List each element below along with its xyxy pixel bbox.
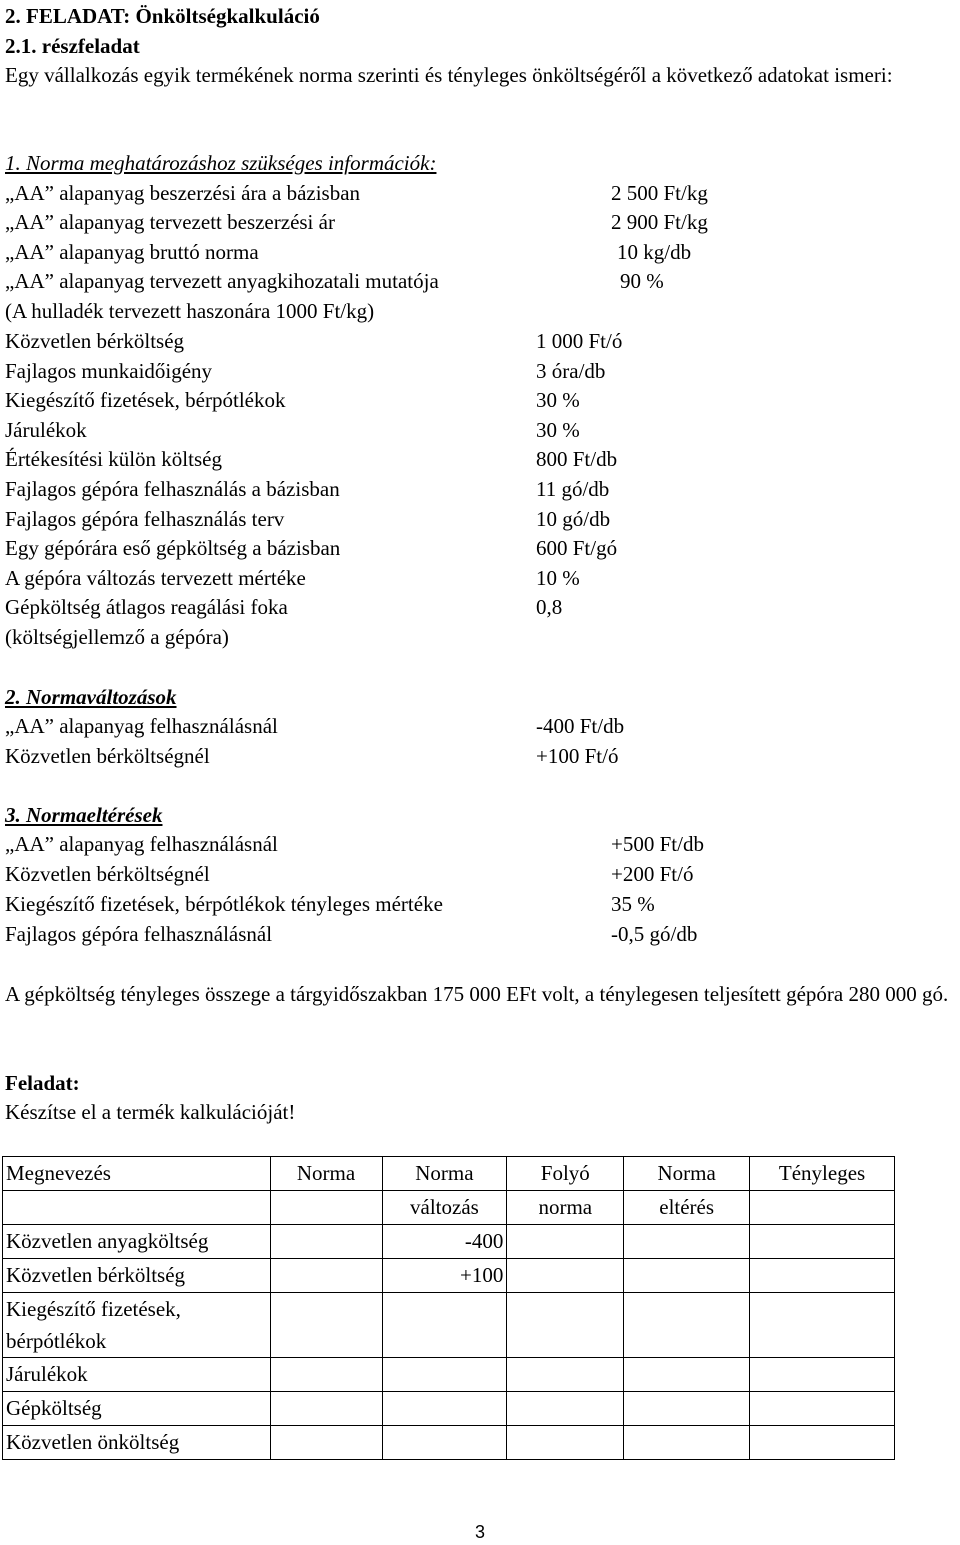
table-cell-norm-deviation: [624, 1392, 750, 1426]
table-cell-current-norm: [507, 1293, 624, 1358]
table-cell-norm-deviation: [624, 1426, 750, 1460]
item-value: 2 900 Ft/kg: [611, 210, 708, 234]
item-label: Fajlagos gépóra felhasználásnál: [5, 922, 273, 946]
change-row: [5, 711, 955, 741]
table-row: [3, 1259, 895, 1293]
info-row: [5, 356, 955, 386]
item-label: Értékesítési külön költség: [5, 447, 222, 471]
table-cell-norm: [270, 1358, 382, 1392]
table-cell-name: Járulékok: [3, 1358, 271, 1392]
info-row: [5, 474, 955, 504]
table-cell-norm: [270, 1259, 382, 1293]
item-value: 10 gó/db: [536, 507, 611, 531]
item-label: „AA” alapanyag tervezett beszerzési ár: [5, 210, 335, 234]
table-row: [3, 1225, 895, 1259]
info-row: [5, 444, 955, 474]
task-label: Feladat:: [5, 1071, 80, 1095]
info-row: [5, 592, 955, 622]
info-row: [5, 326, 955, 356]
table-cell-name: Közvetlen anyagköltség: [3, 1225, 271, 1259]
item-label: Gépköltség átlagos reagálási foka: [5, 595, 288, 619]
item-value: -0,5 gó/db: [611, 922, 698, 946]
table-row: [3, 1358, 895, 1392]
item-label: Járulékok: [5, 418, 87, 442]
column-header: Norma: [624, 1157, 750, 1191]
info-row: [5, 415, 955, 445]
table-cell-name: Gépköltség: [3, 1392, 271, 1426]
machine-characteristic-note: (költségjellemző a gépóra): [5, 625, 229, 649]
table-row: [3, 1426, 895, 1460]
table-cell-norm: [270, 1293, 382, 1358]
table-cell-actual: [750, 1426, 895, 1460]
page-number: 3: [474, 1522, 485, 1542]
item-value: -400 Ft/db: [536, 714, 625, 738]
table-cell-norm-deviation: [624, 1225, 750, 1259]
table-cell-actual: [750, 1225, 895, 1259]
table-cell-norm-change: +100: [382, 1259, 507, 1293]
item-value: 10 kg/db: [617, 240, 692, 264]
table-cell-actual: [750, 1293, 895, 1358]
deviation-row: [5, 919, 955, 949]
info-row: [5, 504, 955, 534]
info-row: [5, 563, 955, 593]
column-header: norma: [507, 1191, 624, 1225]
item-value: 0,8: [536, 595, 563, 619]
column-header: [750, 1191, 895, 1225]
column-header: változás: [382, 1191, 507, 1225]
info-row: [5, 207, 955, 237]
table-cell-norm-change: -400: [382, 1225, 507, 1259]
item-value: 10 %: [536, 566, 580, 590]
info-row: [5, 533, 955, 563]
item-label: Fajlagos munkaidőigény: [5, 359, 213, 383]
table-cell-name: Közvetlen bérköltség: [3, 1259, 271, 1293]
table-cell-actual: [750, 1358, 895, 1392]
column-header: Norma: [382, 1157, 507, 1191]
table-cell-norm-deviation: [624, 1293, 750, 1358]
item-label: Kiegészítő fizetések, bérpótlékok: [5, 388, 286, 412]
item-value: 11 gó/db: [536, 477, 610, 501]
table-cell-name: Közvetlen önköltség: [3, 1426, 271, 1460]
item-label: Egy gépórára eső gépköltség a bázisban: [5, 536, 341, 560]
column-header: Norma: [270, 1157, 382, 1191]
item-label: „AA” alapanyag bruttó norma: [5, 240, 259, 264]
item-value: 600 Ft/gó: [536, 536, 618, 560]
item-label: Kiegészítő fizetések, bérpótlékok tényleges mértéke: [5, 892, 443, 916]
table-cell-actual: [750, 1259, 895, 1293]
deviation-row: [5, 859, 955, 889]
table-cell-norm-change: [382, 1293, 507, 1358]
item-label: Közvetlen bérköltség: [5, 329, 185, 353]
item-value: 1 000 Ft/ó: [536, 329, 623, 353]
column-header: eltérés: [624, 1191, 750, 1225]
item-value: 30 %: [536, 418, 580, 442]
table-cell-norm: [270, 1426, 382, 1460]
table-cell-current-norm: [507, 1358, 624, 1392]
subtask-heading: 2.1. részfeladat: [5, 34, 140, 58]
column-header: [3, 1191, 271, 1225]
item-label: A gépóra változás tervezett mértéke: [5, 566, 306, 590]
table-cell-norm-deviation: [624, 1259, 750, 1293]
item-label: „AA” alapanyag tervezett anyagkihozatali mutatója: [5, 269, 439, 293]
table-header-row: [3, 1191, 895, 1225]
item-label: „AA” alapanyag beszerzési ára a bázisban: [5, 181, 361, 205]
table-cell-current-norm: [507, 1426, 624, 1460]
column-header: Folyó: [507, 1157, 624, 1191]
info-row: [5, 266, 955, 296]
table-cell-current-norm: [507, 1259, 624, 1293]
table-cell-norm-change: [382, 1426, 507, 1460]
item-label: Közvetlen bérköltségnél: [5, 744, 210, 768]
change-row: [5, 741, 955, 771]
item-label: „AA” alapanyag felhasználásnál: [5, 714, 278, 738]
deviation-row: [5, 889, 955, 919]
section2-heading: 2. Normaváltozások: [5, 685, 177, 709]
task-text: Készítse el a termék kalkulációját!: [5, 1100, 296, 1124]
table-cell-norm: [270, 1392, 382, 1426]
section3-heading: 3. Normaeltérések: [5, 803, 163, 827]
item-value: 2 500 Ft/kg: [611, 181, 708, 205]
deviation-row: [5, 829, 955, 859]
table-cell-norm-deviation: [624, 1358, 750, 1392]
table-cell-actual: [750, 1392, 895, 1426]
intro-text: Egy vállalkozás egyik termékének norma szerinti és tényleges önköltségéről a következő adatokat ismeri:: [5, 63, 893, 87]
item-value: 35 %: [611, 892, 655, 916]
table-cell-norm: [270, 1225, 382, 1259]
table-cell-name: Kiegészítő fizetések, bérpótlékok: [3, 1293, 271, 1358]
item-label: Fajlagos gépóra felhasználás terv: [5, 507, 285, 531]
item-value: +100 Ft/ó: [536, 744, 619, 768]
item-value: 30 %: [536, 388, 580, 412]
section1-heading: 1. Norma meghatározáshoz szükséges információk:: [5, 151, 437, 175]
column-header: [270, 1191, 382, 1225]
info-row: [5, 178, 955, 208]
item-label: „AA” alapanyag felhasználásnál: [5, 832, 278, 856]
page-title: 2. FELADAT: Önköltségkalkuláció: [5, 4, 320, 28]
item-value: +200 Ft/ó: [611, 862, 694, 886]
table-header-row: [3, 1157, 895, 1191]
column-header: Megnevezés: [3, 1157, 271, 1191]
item-value: +500 Ft/db: [611, 832, 704, 856]
table-row: [3, 1293, 895, 1358]
info-row: [5, 237, 955, 267]
column-header: Tényleges: [750, 1157, 895, 1191]
table-cell-norm-change: [382, 1358, 507, 1392]
table-cell-current-norm: [507, 1225, 624, 1259]
table-row: [3, 1392, 895, 1426]
machine-cost-note: A gépköltség tényleges összege a tárgyidőszakban 175 000 EFt volt, a ténylegesen teljesített gépóra 280 000 gó.: [5, 982, 949, 1006]
info-row: [5, 385, 955, 415]
item-label: Fajlagos gépóra felhasználás a bázisban: [5, 477, 340, 501]
table-cell-norm-change: [382, 1392, 507, 1426]
waste-note: (A hulladék tervezett haszonára 1000 Ft/kg): [5, 299, 375, 323]
table-cell-current-norm: [507, 1392, 624, 1426]
item-value: 800 Ft/db: [536, 447, 618, 471]
item-value: 90 %: [620, 269, 664, 293]
calculation-table: [2, 1156, 895, 1460]
item-label: Közvetlen bérköltségnél: [5, 862, 210, 886]
item-value: 3 óra/db: [536, 359, 606, 383]
